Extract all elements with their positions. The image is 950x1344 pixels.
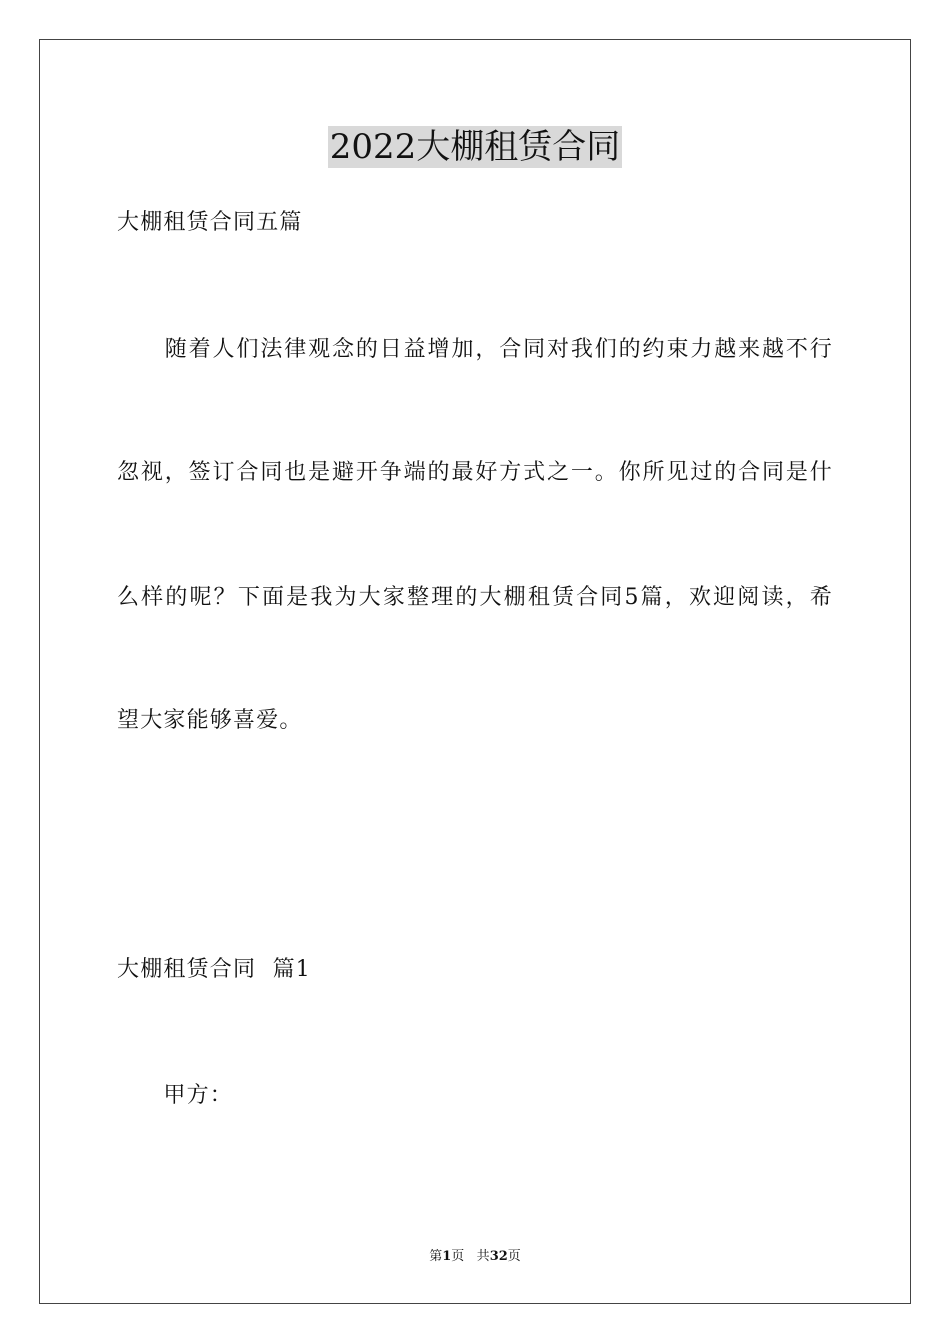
footer-total-prefix: 共 [476, 1249, 490, 1264]
document-title-wrapper [0, 126, 950, 170]
document-subtitle: 大棚租赁合同五篇 [117, 210, 303, 235]
party-a-label: 甲方： [117, 1083, 234, 1108]
intro-line-2: 忽视，签订合同也是避开争端的最好方式之一。你所见过的合同是什 [117, 460, 833, 485]
footer-page-prefix: 第 [429, 1249, 443, 1264]
footer-page-suffix: 页 [451, 1249, 465, 1264]
footer-total-suffix: 页 [507, 1249, 521, 1264]
intro-line-3: 么样的呢？下面是我为大家整理的大棚租赁合同5篇，欢迎阅读，希 [117, 585, 833, 610]
document-title: 2022大棚租赁合同 [329, 127, 621, 167]
section-heading: 大棚租赁合同 篇1 [117, 957, 311, 982]
footer-total-pages: 32 [489, 1249, 508, 1264]
intro-line-4: 望大家能够喜爱。 [117, 708, 303, 733]
page-footer [0, 1248, 950, 1266]
footer-page-number: 1 [442, 1249, 452, 1264]
intro-line-1: 随着人们法律观念的日益增加，合同对我们的约束力越来越不行 [117, 337, 833, 362]
